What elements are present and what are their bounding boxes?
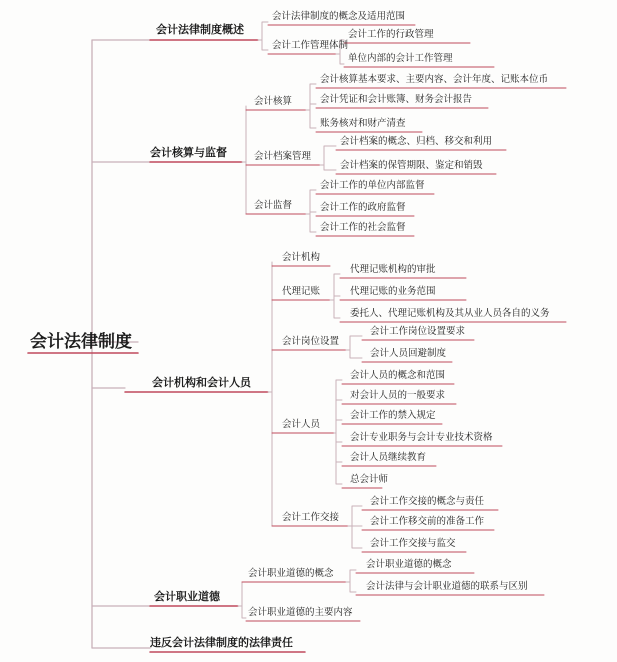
s3-gangwei-item: 会计人员回避制度	[370, 348, 447, 359]
s4-gainian-item: 会计职业道德的概念	[366, 559, 452, 570]
s3-renyuan-item: 总会计师	[350, 474, 389, 485]
section-5-title: 违反会计法律制度的法律责任	[150, 636, 293, 649]
s3-renyuan-item: 会计专业职务与会计专业技术资格	[350, 432, 493, 443]
s4-gainian-item: 会计法律与会计职业道德的联系与区别	[366, 581, 528, 592]
s3-renyuan-item: 会计人员的概念和范围	[350, 370, 446, 381]
s1-scope: 会计法律制度的概念及适用范围	[272, 11, 406, 22]
s1-management-system: 会计工作管理体制	[272, 40, 349, 51]
s1-internal: 单位内部的会计工作管理	[348, 53, 453, 64]
s3-daili-item: 委托人、代理记账机构及其从业人员各自的义务	[350, 308, 550, 319]
s2-jiandu-item: 会计工作的社会监督	[320, 222, 406, 233]
s3-gangwei-label: 会计岗位设置	[282, 336, 340, 347]
s2-hesuan-item: 会计凭证和会计账簿、财务会计报告	[320, 94, 473, 105]
s3-renyuan-item: 会计工作的禁入规定	[350, 410, 436, 421]
s3-daili-label: 代理记账	[282, 286, 321, 297]
section-2-title: 会计核算与监督	[150, 146, 227, 159]
root-title: 会计法律制度	[30, 332, 132, 352]
s3-jiaojie-item: 会计工作交接的概念与责任	[370, 496, 485, 507]
s3-renyuan-label: 会计人员	[282, 419, 321, 430]
s2-dangan-label: 会计档案管理	[254, 151, 312, 162]
s2-jiandu-item: 会计工作的政府监督	[320, 202, 406, 213]
s3-renyuan-item: 会计人员继续教育	[350, 452, 427, 463]
s3-jiaojie-item: 会计工作移交前的准备工作	[370, 516, 485, 527]
s3-jigou-label: 会计机构	[282, 252, 321, 263]
section-1-title: 会计法律制度概述	[156, 23, 244, 36]
s2-jiandu-item: 会计工作的单位内部监督	[320, 180, 425, 191]
s2-hesuan-label: 会计核算	[254, 96, 293, 107]
s2-hesuan-item: 账务核对和财产清查	[320, 118, 406, 129]
s2-jiandu-label: 会计监督	[254, 200, 293, 211]
s3-gangwei-item: 会计工作岗位设置要求	[370, 326, 466, 337]
s3-daili-item: 代理记账的业务范围	[350, 286, 436, 297]
s3-renyuan-item: 对会计人员的一般要求	[350, 390, 446, 401]
s2-hesuan-item: 会计核算基本要求、主要内容、会计年度、记账本位币	[320, 74, 549, 85]
s1-admin: 会计工作的行政管理	[348, 29, 434, 40]
s4-gainian-label: 会计职业道德的概念	[248, 568, 334, 579]
s4-neirong-label: 会计职业道德的主要内容	[248, 607, 353, 618]
s2-dangan-item: 会计档案的保管期限、鉴定和销毁	[340, 160, 483, 171]
s3-jiaojie-item: 会计工作交接与监交	[370, 538, 456, 549]
s3-jiaojie-label: 会计工作交接	[282, 512, 340, 523]
s2-dangan-item: 会计档案的概念、归档、移交和利用	[340, 136, 493, 147]
section-3-title: 会计机构和会计人员	[152, 376, 251, 389]
section-4-title: 会计职业道德	[154, 590, 220, 603]
s3-daili-item: 代理记账机构的审批	[350, 264, 436, 275]
